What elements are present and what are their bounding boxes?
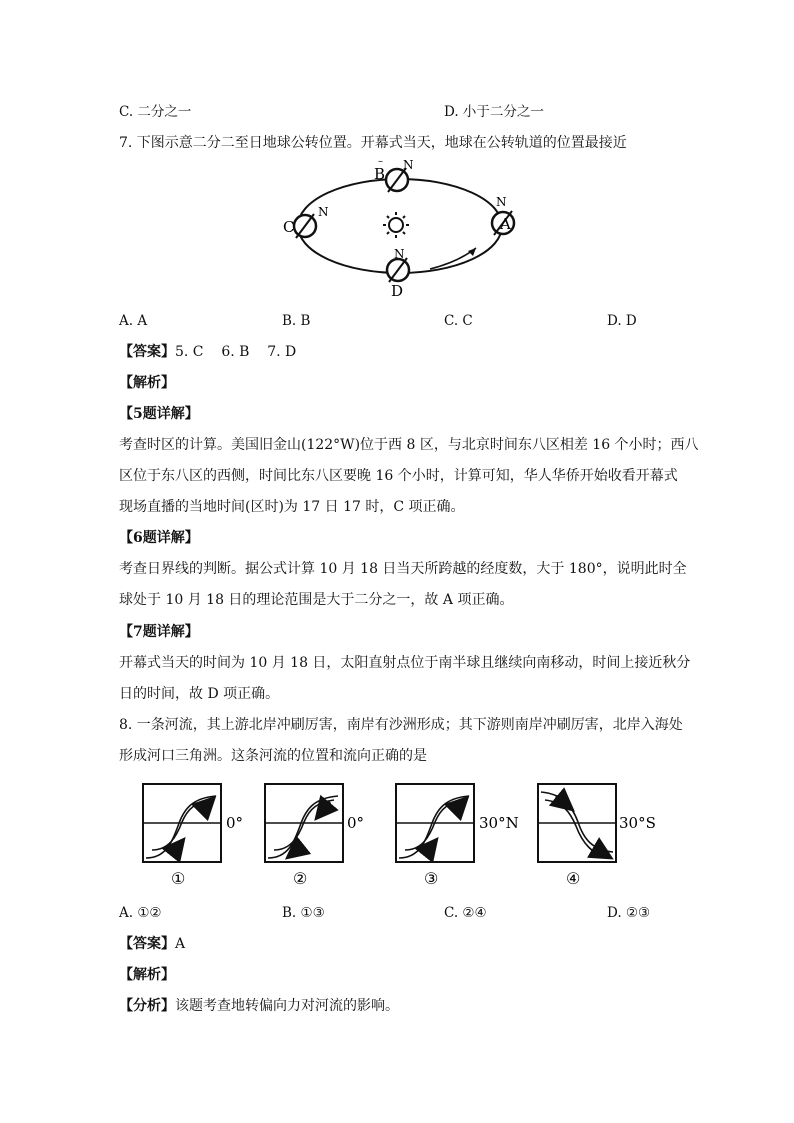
svg-text:30°N: 30°N bbox=[479, 814, 519, 832]
answer-line-2 bbox=[119, 934, 185, 954]
svg-text:N: N bbox=[318, 205, 329, 219]
answer-tag: 【答案】 bbox=[119, 344, 175, 360]
q7-option-d: D. D bbox=[607, 313, 637, 329]
q5-detail-line: 区位于东八区的西侧，时间比东八区要晚 16 个小时，计算可知，华人华侨开始收看开幕式 bbox=[119, 468, 678, 484]
q5-detail-title: 【5题详解】 bbox=[119, 406, 199, 422]
q8-stem-line: 形成河口三角洲。这条河流的位置和流向正确的是 bbox=[119, 748, 427, 764]
earth-position-c bbox=[294, 214, 316, 238]
river-panels bbox=[138, 780, 658, 892]
q8-fenxi-line bbox=[119, 996, 399, 1016]
q7-option-c: C. C bbox=[444, 313, 473, 329]
q7-detail-title: 【7题详解】 bbox=[119, 624, 199, 640]
q8-option-a: A. ①② bbox=[119, 905, 162, 921]
q7-detail-line: 开幕式当天的时间为 10 月 18 日，太阳直射点位于南半球且继续向南移动，时间上接近秋分 bbox=[119, 655, 691, 671]
analysis-heading-2: 【解析】 bbox=[119, 967, 175, 983]
q7-option-b: B. B bbox=[282, 313, 311, 329]
orbit-diagram bbox=[278, 158, 518, 300]
river-panel-4 bbox=[538, 784, 656, 888]
svg-text:0°: 0° bbox=[226, 814, 244, 832]
earth-position-d bbox=[387, 258, 409, 282]
river-panel-2 bbox=[265, 784, 364, 888]
svg-text:N: N bbox=[394, 247, 405, 261]
label-d: D bbox=[391, 282, 404, 300]
q6-option-d: D. 小于二分之一 bbox=[444, 104, 544, 120]
svg-text:N: N bbox=[496, 195, 507, 209]
svg-text:N: N bbox=[403, 158, 414, 172]
q6-detail-line: 考查日界线的判断。据公式计算 10 月 18 日当天所跨越的经度数，大于 180°，说明此时全 bbox=[119, 561, 687, 577]
sun-icon bbox=[383, 212, 409, 238]
q6-option-c: C. 二分之一 bbox=[119, 104, 192, 120]
svg-text:0°: 0° bbox=[347, 814, 365, 832]
fenxi-text: 该题考查地转偏向力对河流的影响。 bbox=[175, 998, 399, 1014]
label-b: B bbox=[374, 165, 386, 183]
q6-detail-title: 【6题详解】 bbox=[119, 530, 199, 546]
svg-text:②: ② bbox=[293, 869, 308, 888]
answer-line-1 bbox=[119, 342, 296, 362]
answer-text: A bbox=[175, 936, 186, 952]
river-panel-3 bbox=[396, 784, 519, 888]
q7-option-a: A. A bbox=[119, 313, 148, 329]
q5-detail-line: 考查时区的计算。美国旧金山(122°W)位于西 8 区，与北京时间东八区相差 16 个小时；西八 bbox=[119, 437, 699, 453]
svg-text:30°S: 30°S bbox=[619, 814, 656, 832]
svg-text:④: ④ bbox=[566, 869, 581, 888]
answer-tag: 【答案】 bbox=[119, 936, 175, 952]
answer-text: 5. C 6. B 7. D bbox=[175, 344, 297, 360]
svg-text:③: ③ bbox=[424, 869, 439, 888]
q5-detail-line: 现场直播的当地时间(区时)为 17 日 17 时，C 项正确。 bbox=[119, 499, 465, 515]
q7-stem: 7. 下图示意二分二至日地球公转位置。开幕式当天，地球在公转轨道的位置最接近 bbox=[119, 135, 627, 151]
q8-option-b: B. ①③ bbox=[282, 905, 325, 921]
river-panel-1 bbox=[143, 784, 243, 888]
q6-detail-line: 球处于 10 月 18 日的理论范围是大于二分之一，故 A 项正确。 bbox=[119, 592, 514, 608]
q8-option-d: D. ②③ bbox=[607, 905, 651, 921]
svg-text:–: – bbox=[378, 158, 383, 167]
svg-text:①: ① bbox=[171, 869, 186, 888]
analysis-heading-1: 【解析】 bbox=[119, 375, 175, 391]
label-a: A bbox=[500, 215, 511, 233]
q8-stem-line: 8. 一条河流，其上游北岸冲刷厉害，南岸有沙洲形成；其下游则南岸冲刷厉害，北岸入海处 bbox=[119, 717, 683, 733]
q8-option-c: C. ②④ bbox=[444, 905, 487, 921]
fenxi-tag: 【分析】 bbox=[119, 998, 175, 1014]
label-c: C bbox=[283, 218, 295, 236]
q7-detail-line: 日的时间，故 D 项正确。 bbox=[119, 686, 280, 702]
